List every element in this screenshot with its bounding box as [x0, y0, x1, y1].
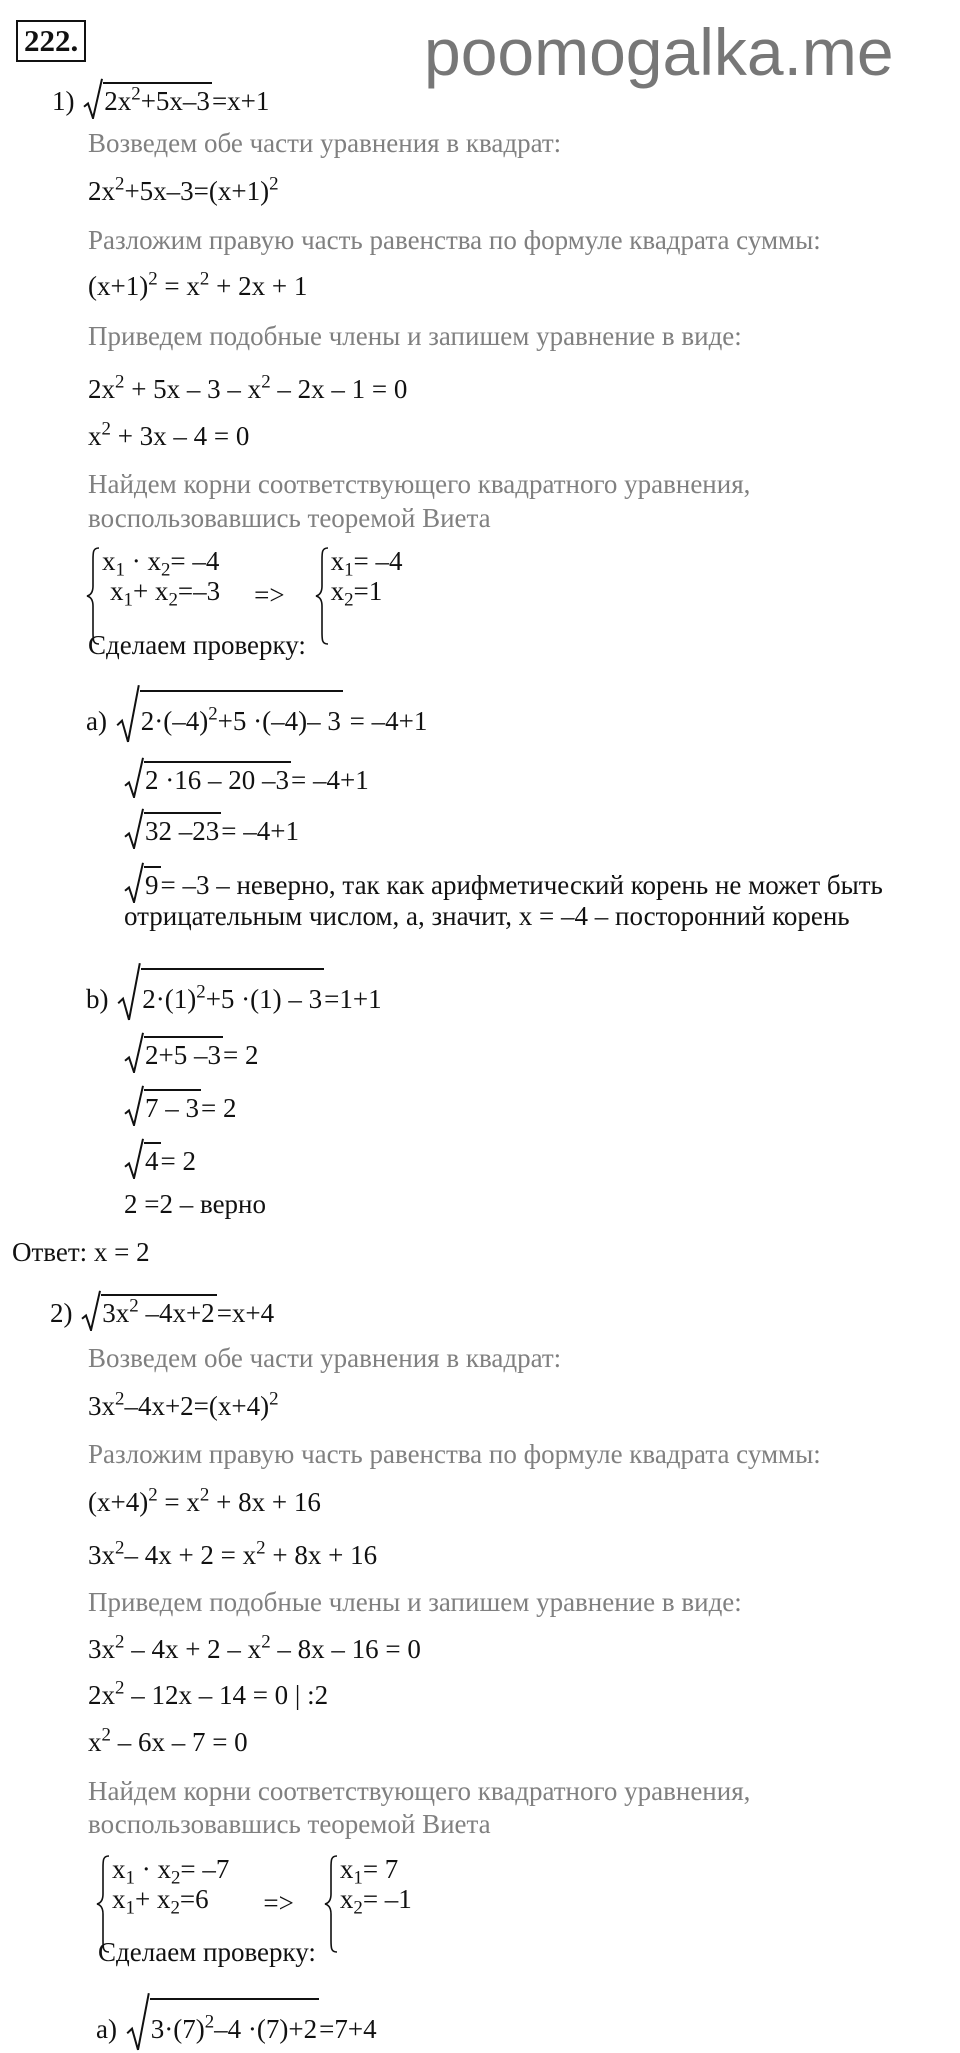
- part2-check-a-main: [96, 1998, 377, 2045]
- part1-step2-text: Разложим правую часть равенства по формуле квадрата суммы:: [88, 225, 821, 255]
- part1-vieta-system-right: [313, 546, 403, 646]
- part1-check-b-root: [117, 968, 324, 1015]
- part1-check-a-step2-rhs: = –4+1: [221, 816, 299, 846]
- part2-step3-text: Приведем подобные члены и запишем уравнение в виде:: [88, 1587, 742, 1617]
- part1-check-b-step1-radicand: 2+5 –3: [144, 1036, 223, 1071]
- part1-check-a-step1-rhs: = –4+1: [291, 765, 369, 795]
- part1-vieta-right-row2: $x_2=1$: [330, 576, 383, 611]
- part1-check-b-step2-rhs: = 2: [201, 1093, 237, 1123]
- part2-step1-text: Возведем обе части уравнения в квадрат:: [88, 1343, 562, 1373]
- part1-check-b-step3-radicand: 4: [144, 1142, 161, 1177]
- part1-step3-eq2: $x^2 + 3x - 4 = 0$: [88, 418, 250, 451]
- part1-check-b-step2-root: [124, 1089, 201, 1124]
- part1-check-title: Сделаем проверку:: [88, 630, 306, 660]
- part1-step2-eq: $(x+1)^2 = x^2 + 2x + 1$: [88, 268, 308, 301]
- part1-step1-eq: $2x^2+5x-3=(x+1)^2$: [88, 173, 279, 206]
- part1-check-a-step2: [122, 812, 299, 847]
- part1-check-a-step3-line2: отрицательным числом, а, значит, x = –4 – посторонний корень: [124, 901, 850, 931]
- part2-check-a-expr: $3\cdot(7)^2-4 \cdot(7)+2$: [150, 1998, 319, 2045]
- part1-check-b-step4: 2 =2 – верно: [124, 1189, 267, 1219]
- part2-vieta-right-row2: $x_2= -1$: [339, 1884, 412, 1919]
- part2-vieta-left-row1: $x_1 \cdot x_2= -7$: [112, 1854, 230, 1889]
- radical-sign-icon: [124, 1138, 144, 1179]
- part2-vieta-right-row1: $x_1= 7$: [339, 1854, 399, 1889]
- part1-root: [83, 82, 212, 117]
- radical-sign-icon: [124, 862, 144, 903]
- part2-step3-eq1: $3x^2 - 4x + 2 - x^2 - 8x - 16 = 0$: [88, 1631, 421, 1664]
- part1-step4-text-line1: Найдем корни соответствующего квадратного уравнения,: [88, 469, 751, 499]
- part1-vieta-left-row1: $x_1 \cdot x_2= -4$: [102, 546, 220, 581]
- radical-sign-icon: [124, 757, 144, 798]
- part1-check-a-main: [86, 690, 427, 737]
- radical-sign-icon: [124, 1032, 144, 1073]
- part1-check-b-step3: [122, 1142, 196, 1177]
- part2-check-a-root: [126, 1998, 319, 2045]
- part1-check-b-main: [86, 968, 382, 1015]
- part1-check-a-step1-radicand: 2 ·16 – 20 –3: [144, 761, 291, 796]
- part2-root: [81, 1294, 216, 1329]
- part1-step3-eq1: $2x^2 + 5x - 3 - x^2 - 2x - 1 = 0$: [88, 371, 408, 404]
- part1-check-a-root: [116, 690, 343, 737]
- part1-check-a-step2-root: [124, 812, 221, 847]
- watermark: poomogalka.me: [424, 15, 894, 89]
- brace-icon: [313, 546, 331, 646]
- part1-check-a-step1: [122, 761, 369, 796]
- task-number: 222.: [16, 20, 86, 62]
- part1-step4-text-line2: воспользовавшись теоремой Виета: [88, 503, 491, 533]
- radical-sign-icon: [126, 1992, 150, 2051]
- part1-label: 1): [52, 86, 75, 116]
- part1-check-a-step1-root: [124, 761, 291, 796]
- radical-sign-icon: [83, 78, 103, 119]
- part1-check-b-step2: [122, 1089, 236, 1124]
- part1-check-b-label: b): [86, 984, 109, 1014]
- part1-check-b-step1-rhs: = 2: [222, 1040, 259, 1070]
- part1-check-b-expr: $2\cdot(1)^2+5 \cdot(1) - 3$: [141, 968, 324, 1015]
- part2-step2-eq2: $3x^2-$ $4x + 2 = x^2 + 8x + 16$: [88, 1537, 378, 1570]
- part2-check-a-rhs: =7+4: [319, 2014, 377, 2044]
- part1-vieta-left-row2: $x_1+ x_2=-3$: [110, 576, 221, 611]
- part1-check-b-step1: [122, 1036, 258, 1071]
- part2-vieta-system-right: [322, 1854, 412, 1954]
- part2-vieta-arrow: =>: [263, 1888, 294, 1919]
- part2-step1-eq: $3x^2-4x+2=(x+4)^2$: [88, 1388, 279, 1421]
- part1-check-b-step3-rhs: = 2: [160, 1146, 196, 1176]
- part2-step4-text-line1: Найдем корни соответствующего квадратного уравнения,: [88, 1776, 751, 1806]
- part2-step2-eq1: $(x+4)^2 = x^2 + 8x + 16$: [88, 1484, 321, 1517]
- part1-check-b-step1-root: [124, 1036, 223, 1071]
- part1-check-a-step3-root: [124, 866, 161, 901]
- part2-step3-eq2: $2x^2 - 12x - 14 = 0$ | :2: [88, 1677, 329, 1710]
- radical-sign-icon: [81, 1290, 101, 1331]
- part2-equation-rhs: =x+4: [216, 1298, 275, 1328]
- part2-label: 2): [50, 1298, 73, 1328]
- part1-equation-lhs: $2x^2+5x-3$: [104, 83, 210, 116]
- part1-step3-text: Приведем подобные члены и запишем уравнение в виде:: [88, 321, 742, 351]
- part1-check-a-step3-radicand: 9: [144, 866, 161, 901]
- part2-check-title: Сделаем проверку:: [98, 1937, 316, 1967]
- part2-step2-text: Разложим правую часть равенства по формуле квадрата суммы:: [88, 1439, 821, 1469]
- part2-check-a-label: а): [96, 2014, 117, 2044]
- brace-icon: [322, 1854, 340, 1954]
- part2-equation-lhs: $3x^2$ –4x+2: [102, 1295, 215, 1328]
- part1-check-b-step2-radicand: 7 – 3: [144, 1089, 201, 1124]
- part1-check-a-label: а): [86, 706, 107, 736]
- part2-step4-text-line2: воспользовавшись теоремой Виета: [88, 1809, 491, 1839]
- part1-answer: Ответ: x = 2: [12, 1237, 150, 1267]
- part1-check-b-rhs: =1+1: [324, 984, 382, 1014]
- part2-vieta-left-row2: $x_1+ x_2=6$: [112, 1884, 209, 1919]
- part1-check-a-rhs: = –4+1: [342, 706, 428, 736]
- radical-sign-icon: [117, 962, 141, 1021]
- radical-sign-icon: [124, 808, 144, 849]
- part1-vieta-right-row1: $x_1= -4$: [330, 546, 403, 581]
- radical-sign-icon: [124, 1085, 144, 1126]
- part1-step1-text: Возведем обе части уравнения в квадрат:: [88, 128, 562, 158]
- part1-vieta-arrow: =>: [254, 580, 285, 611]
- part1-check-b-step3-root: [124, 1142, 161, 1177]
- part1-check-a-step3: [122, 866, 883, 901]
- part1-equation: [52, 82, 269, 117]
- part2-equation: [50, 1294, 274, 1329]
- part1-check-a-expr: $2\cdot(-4)^2+5 \cdot(-4)-$ 3: [140, 690, 343, 737]
- part2-step3-eq3: $x^2 - 6x - 7 = 0$: [88, 1724, 248, 1757]
- part1-equation-rhs: =x+1: [211, 86, 270, 116]
- part1-check-a-step2-radicand: 32 –23: [144, 812, 221, 847]
- part1-check-a-step3-rhs: = –3 – неверно, так как арифметический корень не может быть: [160, 870, 883, 900]
- radical-sign-icon: [116, 684, 140, 743]
